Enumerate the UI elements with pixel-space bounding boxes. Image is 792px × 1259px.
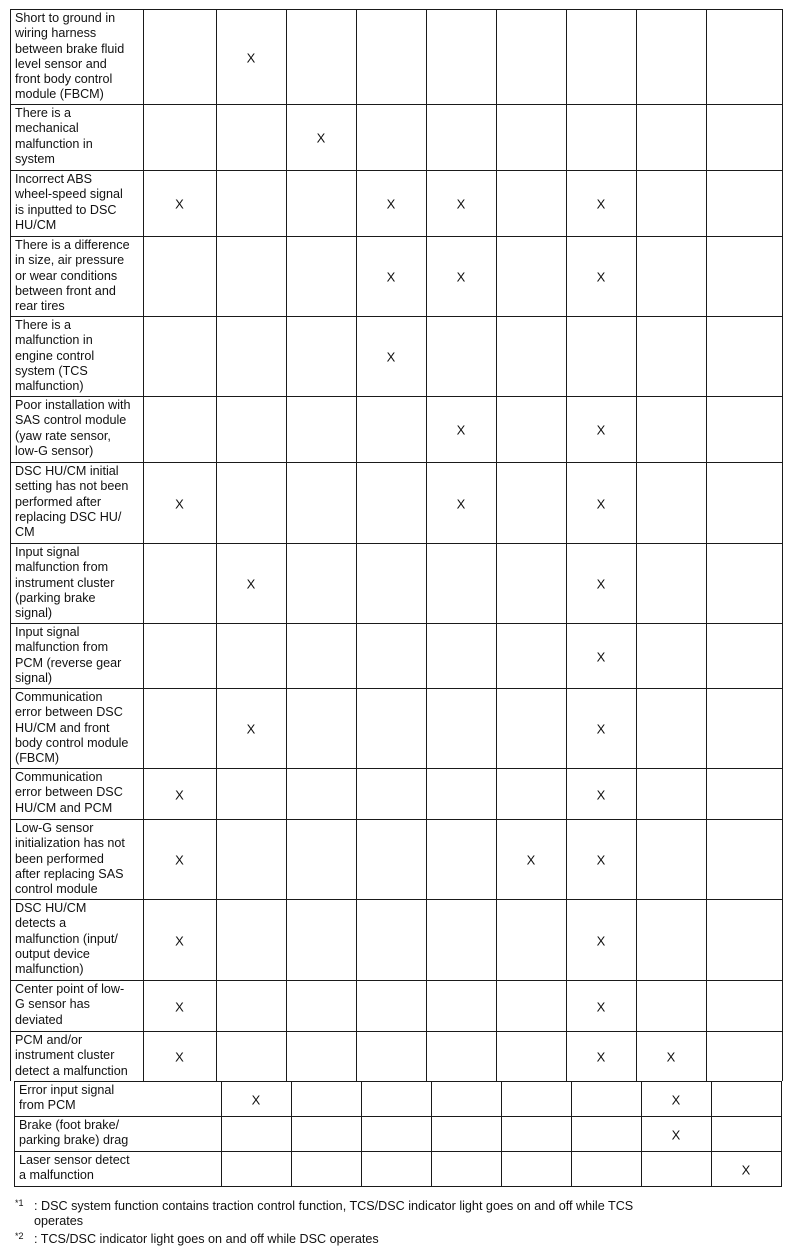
column-border bbox=[706, 170, 707, 236]
x-mark: X bbox=[596, 787, 606, 803]
column-border bbox=[782, 819, 783, 899]
column-border bbox=[286, 543, 287, 623]
column-border bbox=[496, 104, 497, 170]
row-border bbox=[14, 1081, 782, 1082]
column-border bbox=[286, 623, 287, 688]
table-row bbox=[0, 236, 792, 316]
column-border bbox=[706, 236, 707, 316]
column-border bbox=[216, 462, 217, 543]
column-border bbox=[143, 9, 144, 104]
column-border bbox=[706, 396, 707, 462]
column-border bbox=[286, 980, 287, 1031]
row-border bbox=[10, 688, 783, 689]
footnote bbox=[0, 1199, 792, 1233]
column-border bbox=[426, 316, 427, 396]
cause-cell: Laser sensor detect a malfunction bbox=[19, 1153, 130, 1183]
column-border bbox=[143, 688, 144, 768]
table-bottom-border bbox=[14, 1186, 782, 1187]
column-border bbox=[501, 1116, 502, 1151]
column-border bbox=[286, 236, 287, 316]
column-border bbox=[356, 543, 357, 623]
cause-cell: There is a difference in size, air pressure or wear conditions between front and rear tires bbox=[15, 238, 130, 314]
column-border bbox=[356, 9, 357, 104]
table-row bbox=[0, 1081, 792, 1116]
column-border bbox=[361, 1081, 362, 1116]
column-border bbox=[496, 768, 497, 819]
column-border bbox=[286, 1031, 287, 1081]
column-border bbox=[636, 899, 637, 980]
cause-cell: DSC HU/CM detects a malfunction (input/ output device malfunction) bbox=[15, 901, 118, 977]
column-border bbox=[782, 688, 783, 768]
column-border bbox=[496, 623, 497, 688]
column-border bbox=[286, 316, 287, 396]
column-border bbox=[636, 543, 637, 623]
column-border bbox=[356, 899, 357, 980]
column-border bbox=[431, 1116, 432, 1151]
table-row bbox=[0, 1151, 792, 1186]
column-border bbox=[496, 236, 497, 316]
column-border bbox=[782, 170, 783, 236]
column-border bbox=[216, 980, 217, 1031]
row-border bbox=[10, 980, 783, 981]
column-border bbox=[706, 1031, 707, 1081]
cause-cell: There is a mechanical malfunction in system bbox=[15, 106, 93, 166]
column-border bbox=[706, 104, 707, 170]
column-border bbox=[216, 623, 217, 688]
table-row bbox=[0, 688, 792, 768]
x-mark: X bbox=[741, 1162, 751, 1178]
cause-cell: Input signal malfunction from PCM (reverse gear signal) bbox=[15, 625, 122, 685]
cause-cell: Poor installation with SAS control module (yaw rate sensor, low-G sensor) bbox=[15, 398, 131, 458]
x-mark: X bbox=[246, 50, 256, 66]
x-mark: X bbox=[246, 576, 256, 592]
footnote-ref: *2 bbox=[15, 1231, 24, 1241]
column-border bbox=[636, 9, 637, 104]
x-mark: X bbox=[596, 269, 606, 285]
cause-cell: Brake (foot brake/ parking brake) drag bbox=[19, 1118, 129, 1148]
column-border bbox=[496, 9, 497, 104]
column-border bbox=[291, 1081, 292, 1116]
x-mark: X bbox=[456, 269, 466, 285]
column-border bbox=[781, 1081, 782, 1116]
column-border bbox=[496, 1031, 497, 1081]
x-mark: X bbox=[386, 196, 396, 212]
row-border bbox=[10, 899, 783, 900]
column-border bbox=[10, 170, 11, 236]
column-border bbox=[361, 1116, 362, 1151]
column-border bbox=[496, 543, 497, 623]
column-border bbox=[636, 819, 637, 899]
column-border bbox=[10, 543, 11, 623]
x-mark: X bbox=[175, 787, 184, 803]
cause-cell: There is a malfunction in engine control system (TCS malfunction) bbox=[15, 318, 95, 394]
column-border bbox=[782, 623, 783, 688]
footnote-ref: *1 bbox=[15, 1198, 24, 1208]
column-border bbox=[356, 688, 357, 768]
table-row bbox=[0, 768, 792, 819]
row-border bbox=[14, 1116, 782, 1117]
column-border bbox=[706, 623, 707, 688]
column-border bbox=[426, 980, 427, 1031]
row-border bbox=[10, 316, 783, 317]
x-mark: X bbox=[175, 933, 184, 949]
column-border bbox=[496, 170, 497, 236]
row-border bbox=[10, 462, 783, 463]
row-border bbox=[10, 1031, 783, 1032]
cause-cell: Error input signal from PCM bbox=[19, 1083, 115, 1113]
column-border bbox=[782, 9, 783, 104]
row-border bbox=[10, 236, 783, 237]
column-border bbox=[286, 9, 287, 104]
column-border bbox=[496, 899, 497, 980]
x-mark: X bbox=[596, 1049, 606, 1065]
column-border bbox=[216, 236, 217, 316]
column-border bbox=[10, 104, 11, 170]
column-border bbox=[143, 396, 144, 462]
column-border bbox=[426, 768, 427, 819]
column-border bbox=[216, 819, 217, 899]
table-row bbox=[0, 104, 792, 170]
column-border bbox=[10, 819, 11, 899]
footnote-text: : TCS/DSC indicator light goes on and off while DSC operates bbox=[34, 1232, 379, 1246]
column-border bbox=[221, 1116, 222, 1151]
column-border bbox=[706, 688, 707, 768]
column-border bbox=[426, 819, 427, 899]
column-border bbox=[143, 104, 144, 170]
x-mark: X bbox=[596, 496, 606, 512]
column-border bbox=[782, 104, 783, 170]
column-border bbox=[782, 462, 783, 543]
column-border bbox=[286, 768, 287, 819]
column-border bbox=[781, 1116, 782, 1151]
column-border bbox=[356, 396, 357, 462]
table-row bbox=[0, 316, 792, 396]
column-border bbox=[706, 980, 707, 1031]
row-border bbox=[14, 1151, 782, 1152]
column-border bbox=[10, 623, 11, 688]
column-border bbox=[496, 396, 497, 462]
cause-cell: Communication error between DSC HU/CM and PCM bbox=[15, 770, 123, 815]
table-row bbox=[0, 623, 792, 688]
column-border bbox=[10, 980, 11, 1031]
column-border bbox=[10, 396, 11, 462]
row-border bbox=[10, 9, 783, 10]
footnote-text: : DSC system function contains traction control function, TCS/DSC indicator light goes on and off while TCS operates bbox=[34, 1199, 634, 1228]
column-border bbox=[10, 688, 11, 768]
x-mark: X bbox=[175, 1049, 184, 1065]
column-border bbox=[566, 316, 567, 396]
cause-cell: Incorrect ABS wheel-speed signal is inputted to DSC HU/CM bbox=[15, 172, 123, 232]
column-border bbox=[14, 1116, 15, 1151]
column-border bbox=[782, 899, 783, 980]
x-mark: X bbox=[175, 496, 184, 512]
column-border bbox=[286, 396, 287, 462]
column-border bbox=[216, 899, 217, 980]
table-row bbox=[0, 396, 792, 462]
row-border bbox=[10, 170, 783, 171]
table-row bbox=[0, 462, 792, 543]
column-border bbox=[636, 104, 637, 170]
column-border bbox=[10, 1031, 11, 1081]
column-border bbox=[496, 462, 497, 543]
x-mark: X bbox=[596, 649, 606, 665]
column-border bbox=[781, 1151, 782, 1186]
column-border bbox=[571, 1081, 572, 1116]
column-border bbox=[782, 316, 783, 396]
x-mark: X bbox=[596, 852, 606, 868]
column-border bbox=[361, 1151, 362, 1186]
x-mark: X bbox=[456, 496, 466, 512]
column-border bbox=[216, 170, 217, 236]
column-border bbox=[356, 623, 357, 688]
column-border bbox=[782, 980, 783, 1031]
row-border bbox=[10, 104, 783, 105]
column-border bbox=[426, 104, 427, 170]
x-mark: X bbox=[596, 999, 606, 1015]
column-border bbox=[286, 688, 287, 768]
column-border bbox=[10, 236, 11, 316]
column-border bbox=[711, 1116, 712, 1151]
column-border bbox=[356, 104, 357, 170]
x-mark: X bbox=[596, 422, 606, 438]
column-border bbox=[431, 1151, 432, 1186]
column-border bbox=[14, 1081, 15, 1116]
column-border bbox=[221, 1151, 222, 1186]
column-border bbox=[636, 316, 637, 396]
column-border bbox=[356, 819, 357, 899]
column-border bbox=[706, 543, 707, 623]
column-border bbox=[501, 1151, 502, 1186]
x-mark: X bbox=[246, 721, 256, 737]
column-border bbox=[10, 462, 11, 543]
column-border bbox=[501, 1081, 502, 1116]
column-border bbox=[706, 462, 707, 543]
column-border bbox=[571, 1151, 572, 1186]
column-border bbox=[286, 462, 287, 543]
column-border bbox=[143, 316, 144, 396]
column-border bbox=[706, 819, 707, 899]
column-border bbox=[291, 1116, 292, 1151]
table-row bbox=[0, 819, 792, 899]
column-border bbox=[216, 316, 217, 396]
column-border bbox=[426, 9, 427, 104]
column-border bbox=[431, 1081, 432, 1116]
column-border bbox=[286, 170, 287, 236]
x-mark: X bbox=[251, 1092, 261, 1108]
cause-cell: Center point of low- G sensor has deviated bbox=[15, 982, 125, 1027]
column-border bbox=[641, 1151, 642, 1186]
column-border bbox=[426, 899, 427, 980]
footnote bbox=[0, 1232, 792, 1250]
column-border bbox=[636, 623, 637, 688]
cause-cell: PCM and/or instrument cluster detect a malfunction bbox=[15, 1033, 128, 1078]
column-border bbox=[14, 1151, 15, 1186]
x-mark: X bbox=[456, 196, 466, 212]
row-border bbox=[10, 543, 783, 544]
column-border bbox=[426, 543, 427, 623]
column-border bbox=[10, 768, 11, 819]
column-border bbox=[143, 543, 144, 623]
row-border bbox=[10, 768, 783, 769]
x-mark: X bbox=[671, 1092, 681, 1108]
cause-cell: Short to ground in wiring harness between brake fluid level sensor and front body control module (FBCM) bbox=[15, 11, 125, 102]
column-border bbox=[143, 623, 144, 688]
x-mark: X bbox=[386, 269, 396, 285]
x-mark: X bbox=[596, 721, 606, 737]
cause-cell: Communication error between DSC HU/CM and front body control module (FBCM) bbox=[15, 690, 129, 766]
column-border bbox=[782, 236, 783, 316]
column-border bbox=[782, 1031, 783, 1081]
column-border bbox=[566, 9, 567, 104]
x-mark: X bbox=[175, 852, 184, 868]
column-border bbox=[216, 1031, 217, 1081]
x-mark: X bbox=[671, 1127, 681, 1143]
table-row bbox=[0, 899, 792, 980]
column-border bbox=[711, 1081, 712, 1116]
table-row bbox=[0, 170, 792, 236]
table-row bbox=[0, 543, 792, 623]
column-border bbox=[636, 396, 637, 462]
column-border bbox=[426, 1031, 427, 1081]
column-border bbox=[216, 768, 217, 819]
x-mark: X bbox=[456, 422, 466, 438]
row-border bbox=[10, 396, 783, 397]
x-mark: X bbox=[175, 999, 184, 1015]
column-border bbox=[356, 462, 357, 543]
column-border bbox=[426, 688, 427, 768]
column-border bbox=[782, 396, 783, 462]
column-border bbox=[291, 1151, 292, 1186]
column-border bbox=[356, 768, 357, 819]
column-border bbox=[426, 623, 427, 688]
column-border bbox=[496, 688, 497, 768]
column-border bbox=[10, 316, 11, 396]
x-mark: X bbox=[666, 1049, 676, 1065]
column-border bbox=[636, 768, 637, 819]
x-mark: X bbox=[175, 196, 184, 212]
column-border bbox=[286, 899, 287, 980]
column-border bbox=[286, 819, 287, 899]
column-border bbox=[10, 899, 11, 980]
column-border bbox=[706, 768, 707, 819]
column-border bbox=[566, 104, 567, 170]
column-border bbox=[356, 980, 357, 1031]
column-border bbox=[706, 899, 707, 980]
column-border bbox=[571, 1116, 572, 1151]
cause-cell: Low-G sensor initialization has not been performed after replacing SAS control module bbox=[15, 821, 125, 897]
column-border bbox=[782, 768, 783, 819]
column-border bbox=[706, 9, 707, 104]
table-row bbox=[0, 1031, 792, 1081]
x-mark: X bbox=[596, 196, 606, 212]
column-border bbox=[706, 316, 707, 396]
column-border bbox=[496, 980, 497, 1031]
row-border bbox=[10, 623, 783, 624]
x-mark: X bbox=[596, 933, 606, 949]
x-mark: X bbox=[526, 852, 536, 868]
row-border bbox=[10, 819, 783, 820]
x-mark: X bbox=[596, 576, 606, 592]
column-border bbox=[496, 316, 497, 396]
cause-cell: Input signal malfunction from instrument cluster (parking brake signal) bbox=[15, 545, 115, 621]
column-border bbox=[636, 236, 637, 316]
table-row bbox=[0, 980, 792, 1031]
column-border bbox=[216, 104, 217, 170]
column-border bbox=[356, 1031, 357, 1081]
column-border bbox=[636, 462, 637, 543]
column-border bbox=[636, 688, 637, 768]
x-mark: X bbox=[316, 130, 326, 146]
column-border bbox=[143, 236, 144, 316]
column-border bbox=[636, 170, 637, 236]
column-border bbox=[782, 543, 783, 623]
column-border bbox=[216, 396, 217, 462]
column-border bbox=[10, 9, 11, 104]
cause-cell: DSC HU/CM initial setting has not been performed after replacing DSC HU/ CM bbox=[15, 464, 129, 540]
column-border bbox=[636, 980, 637, 1031]
table-row bbox=[0, 9, 792, 104]
table-row bbox=[0, 1116, 792, 1151]
x-mark: X bbox=[386, 349, 396, 365]
